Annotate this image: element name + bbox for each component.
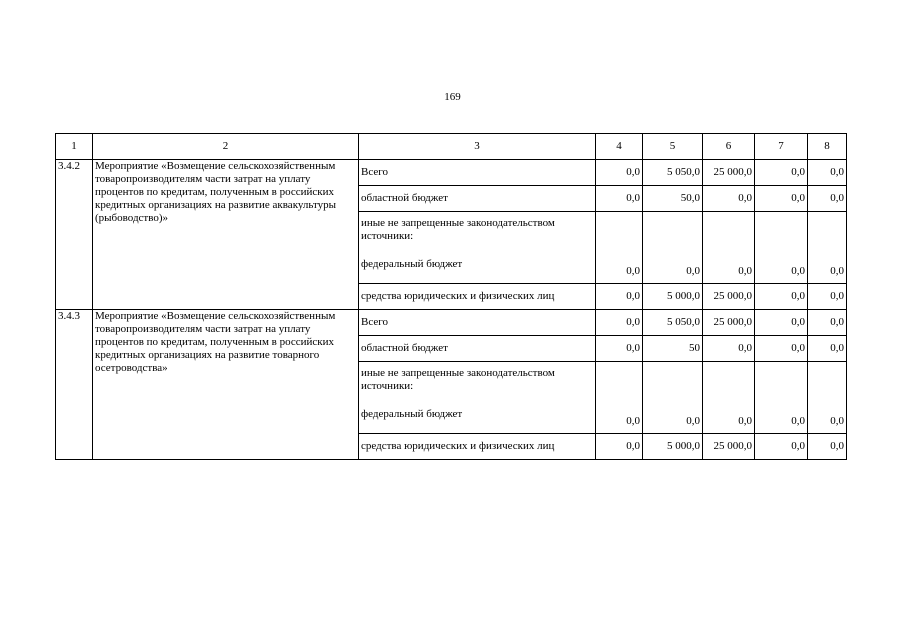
amount-cell: 0,0 [755,212,808,284]
amount-cell: 25 000,0 [703,434,755,460]
amount-cell: 0,0 [596,336,643,362]
measure-description: Мероприятие «Возмещение сельскохозяйственным товаропроизводителям части затрат на уплату процентов по кредитам, полученным в российских кредитных организациях на развитие товарного осетроводства» [93,310,359,460]
funding-source: средства юридических и физических лиц [359,434,596,460]
amount-cell: 0,0 [755,336,808,362]
funding-source: Всего [359,160,596,186]
amount-cell: 0,0 [596,284,643,310]
funding-source-sublabel: федеральный бюджет [361,258,463,270]
amount-cell: 0,0 [808,160,847,186]
measure-code: 3.4.2 [56,160,93,310]
amount-cell: 0,0 [596,160,643,186]
amount-cell: 0,0 [596,362,643,434]
amount-cell: 0,0 [755,160,808,186]
amount-cell: 0,0 [808,310,847,336]
column-header: 5 [643,134,703,160]
amount-cell: 5 050,0 [643,160,703,186]
amount-cell: 50,0 [643,186,703,212]
funding-source [359,212,596,284]
amount-cell: 50 [643,336,703,362]
table-row [56,160,847,186]
amount-cell: 0,0 [643,212,703,284]
amount-cell: 0,0 [596,310,643,336]
column-header: 8 [808,134,847,160]
column-header: 4 [596,134,643,160]
amount-cell: 0,0 [755,186,808,212]
amount-cell: 0,0 [596,186,643,212]
amount-cell: 0,0 [703,336,755,362]
amount-cell: 0,0 [703,212,755,284]
funding-source: областной бюджет [359,336,596,362]
column-header: 6 [703,134,755,160]
amount-cell: 25 000,0 [703,310,755,336]
amount-cell: 0,0 [808,284,847,310]
funding-source-label: иные не запрещенные законодательством источники: [361,217,555,242]
header-row [56,134,847,160]
amount-cell: 0,0 [808,186,847,212]
column-header: 7 [755,134,808,160]
amount-cell: 25 000,0 [703,160,755,186]
measure-code: 3.4.3 [56,310,93,460]
funding-source: областной бюджет [359,186,596,212]
amount-cell: 0,0 [808,336,847,362]
amount-cell: 0,0 [755,284,808,310]
amount-cell: 0,0 [755,434,808,460]
column-header: 3 [359,134,596,160]
amount-cell: 5 050,0 [643,310,703,336]
amount-cell: 25 000,0 [703,284,755,310]
amount-cell: 0,0 [755,310,808,336]
amount-cell: 5 000,0 [643,434,703,460]
amount-cell: 0,0 [596,212,643,284]
funding-source-sublabel: федеральный бюджет [361,408,463,420]
amount-cell: 0,0 [808,362,847,434]
funding-source [359,362,596,434]
funding-source-label: иные не запрещенные законодательством источники: [361,367,555,392]
amount-cell: 0,0 [755,362,808,434]
amount-cell: 0,0 [703,362,755,434]
measure-description: Мероприятие «Возмещение сельскохозяйственным товаропроизводителям части затрат на уплату процентов по кредитам, полученным в российских кредитных организациях на развитие аквакультуры (рыбоводство)» [93,160,359,310]
table-row [56,310,847,336]
funding-source: средства юридических и физических лиц [359,284,596,310]
amount-cell: 0,0 [808,212,847,284]
column-header: 1 [56,134,93,160]
column-header: 2 [93,134,359,160]
page-number: 169 [444,91,461,103]
amount-cell: 5 000,0 [643,284,703,310]
funding-source: Всего [359,310,596,336]
budget-table [55,133,847,460]
amount-cell: 0,0 [643,362,703,434]
amount-cell: 0,0 [596,434,643,460]
amount-cell: 0,0 [808,434,847,460]
amount-cell: 0,0 [703,186,755,212]
